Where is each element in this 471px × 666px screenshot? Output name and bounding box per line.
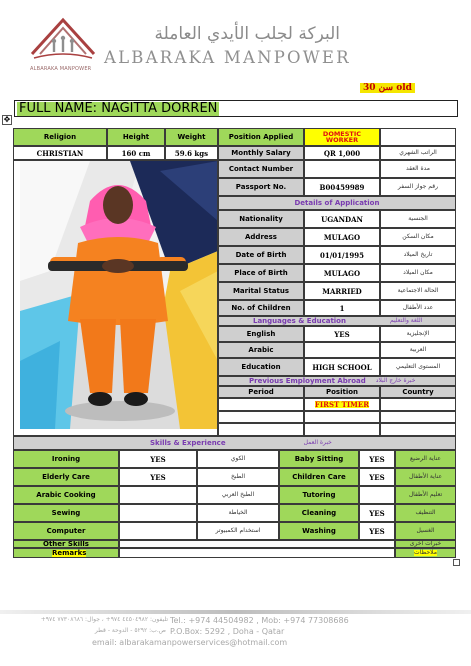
employment-row2-period [218,411,304,423]
employment-row3-period [218,423,304,436]
skill-cleaning-label: Cleaning [279,504,359,522]
monthly-salary-label: Monthly Salary [218,146,304,160]
age-badge: 30 سن old [360,83,415,93]
employment-row-country [380,398,456,411]
contact-number-arabic: مدة العقد [380,160,456,178]
skill-children-care-arabic: عناية الأطفال [395,468,456,486]
company-name-arabic: البركة لجلب الأيدي العاملة [154,24,340,44]
skill-tutoring-value [359,486,395,504]
date-of-birth-label: Date of Birth [218,246,304,264]
skill-children-care-value: YES [359,468,395,486]
weight-label: Weight [165,128,218,146]
employment-country-header: Country [380,386,456,398]
full-name-label: FULL NAME: [19,101,98,116]
address-value: MULAGO [304,228,380,246]
logo-caption: ALBARAKA MANPOWER [30,66,92,72]
skill-computer-arabic: استخدام الكمبيوتر [197,522,279,540]
employment-first-timer: FIRST TIMER [314,400,370,409]
skill-tutoring-label: Tutoring [279,486,359,504]
religion-value: CHRISTIAN [13,146,107,160]
employment-heading-text: Previous Employment Abroad [249,376,366,385]
height-label: Height [107,128,165,146]
position-applied-value: DOMESTIC WORKER [304,128,380,146]
education-label: Education [218,358,304,376]
education-value: HIGH SCHOOL [304,358,380,376]
children-label: No. of Children [218,300,304,316]
remarks-label: Remarks [52,548,87,557]
languages-heading-text: Languages & Education [253,316,346,325]
marital-status-arabic: الحالة الاجتماعية [380,282,456,300]
other-skills-arabic: خبرات أخرى [395,540,456,548]
employment-row-position-cell [304,398,380,411]
footer-email: email: albarakamanpowerservices@hotmail.com [92,638,288,647]
contact-number-value [304,160,380,178]
skill-arabic-cooking-value [119,486,197,504]
arabic-arabic: العربية [380,342,456,358]
employment-period-header: Period [218,386,304,398]
nationality-label: Nationality [218,210,304,228]
religion-label: Religion [13,128,107,146]
skill-washing-value: YES [359,522,395,540]
remarks-cell [13,548,119,558]
monthly-salary-value: QR 1,000 [304,146,380,160]
monthly-salary-arabic: الراتب الشهري [380,146,456,160]
skill-baby-sitting-arabic: عناية الرضيع [395,450,456,468]
skills-heading-arabic: خبرة العمل [303,439,332,446]
employment-row2-position [304,411,380,423]
full-name-value: NAGITTA DORREN [101,101,218,116]
footer-contact-english: Tel.: +974 44504982 , Mob: +974 77308686 [170,616,349,625]
skill-elderly-care-arabic: الطبخ [197,468,279,486]
footer-contact-arabic: تليفون: ٤٤٥٠٤٩٨٢ ٩٧٤+ ، جوال: ٧٧٣٠٨٦٨٦ ٩٧٤+ [40,616,168,623]
education-arabic: المستوى التعليمي [380,358,456,376]
height-value: 160 cm [107,146,165,160]
position-extra-cell [380,128,456,146]
footer-pobox: P.O.Box: 5292 , Doha - Qatar [170,627,285,636]
place-of-birth-arabic: مكان الميلاد [380,264,456,282]
arabic-label: Arabic [218,342,304,358]
passport-label: Passport No. [218,178,304,196]
passport-value: B00459989 [304,178,380,196]
employment-position-header: Position [304,386,380,398]
skill-sewing-label: Sewing [13,504,119,522]
employment-heading [218,376,456,386]
full-name [17,102,219,116]
weight-value: 59.6 kgs [165,146,218,160]
employment-row3-position [304,423,380,436]
skill-computer-value [119,522,197,540]
english-arabic: الإنجليزية [380,326,456,342]
details-heading: Details of Application [218,196,456,210]
date-of-birth-arabic: تاريخ الميلاد [380,246,456,264]
nationality-arabic: الجنسية [380,210,456,228]
skill-cleaning-arabic: التنظيف [395,504,456,522]
skill-arabic-cooking-arabic: الطبخ العربي [197,486,279,504]
remarks-arabic: ملاحظات [414,549,437,556]
place-of-birth-label: Place of Birth [218,264,304,282]
address-arabic: مكان السكن [380,228,456,246]
footer-pobox-arabic: ص.ب: ٥٢٩٢ - الدوحة - قطر [94,627,166,634]
skill-washing-label: Washing [279,522,359,540]
other-skills-label: Other Skills [13,540,119,548]
company-logo [28,14,98,64]
skill-cleaning-value: YES [359,504,395,522]
languages-heading [218,316,456,326]
date-of-birth-value: 01/01/1995 [304,246,380,264]
skill-sewing-arabic: الخياطة [197,504,279,522]
skill-washing-arabic: الغسيل [395,522,456,540]
skill-ironing-label: Ironing [13,450,119,468]
photo-frame [13,160,218,436]
children-value: 1 [304,300,380,316]
skill-ironing-arabic: الكوي [197,450,279,468]
employment-row3-country [380,423,456,436]
skills-heading-text: Skills & Experience [150,438,226,447]
skill-tutoring-arabic: تعليم الأطفال [395,486,456,504]
skill-baby-sitting-value: YES [359,450,395,468]
arabic-value [304,342,380,358]
company-name-english: ALBARAKA MANPOWER [104,48,351,67]
nationality-value: UGANDAN [304,210,380,228]
position-applied-label: Position Applied [218,128,304,146]
table-resize-handle[interactable] [453,559,460,566]
marital-status-label: Marital Status [218,282,304,300]
application-form [13,128,456,558]
contact-number-label: Contact Number [218,160,304,178]
address-label: Address [218,228,304,246]
children-arabic: عدد الأطفال [380,300,456,316]
english-label: English [218,326,304,342]
employment-heading-arabic: خبرة خارج البلاد [375,377,416,384]
remarks-arabic-cell [395,548,456,558]
skill-children-care-label: Children Care [279,468,359,486]
full-name-bar [14,100,458,117]
remarks-value [119,548,395,558]
skill-baby-sitting-label: Baby Sitting [279,450,359,468]
footer-divider [0,610,471,614]
languages-heading-arabic: اللغة والتعليم [389,317,423,324]
other-skills-value [119,540,395,548]
skill-sewing-value [119,504,197,522]
passport-arabic: رقم جواز السفر [380,178,456,196]
table-move-handle[interactable]: ✥ [3,115,11,124]
employment-row2-country [380,411,456,423]
english-value: YES [304,326,380,342]
skill-ironing-value: YES [119,450,197,468]
skill-elderly-care-value: YES [119,468,197,486]
place-of-birth-value: MULAGO [304,264,380,282]
skills-heading [13,436,456,450]
skill-computer-label: Computer [13,522,119,540]
skill-elderly-care-label: Elderly Care [13,468,119,486]
skill-arabic-cooking-label: Arabic Cooking [13,486,119,504]
marital-status-value: MARRIED [304,282,380,300]
employment-row-period [218,398,304,411]
